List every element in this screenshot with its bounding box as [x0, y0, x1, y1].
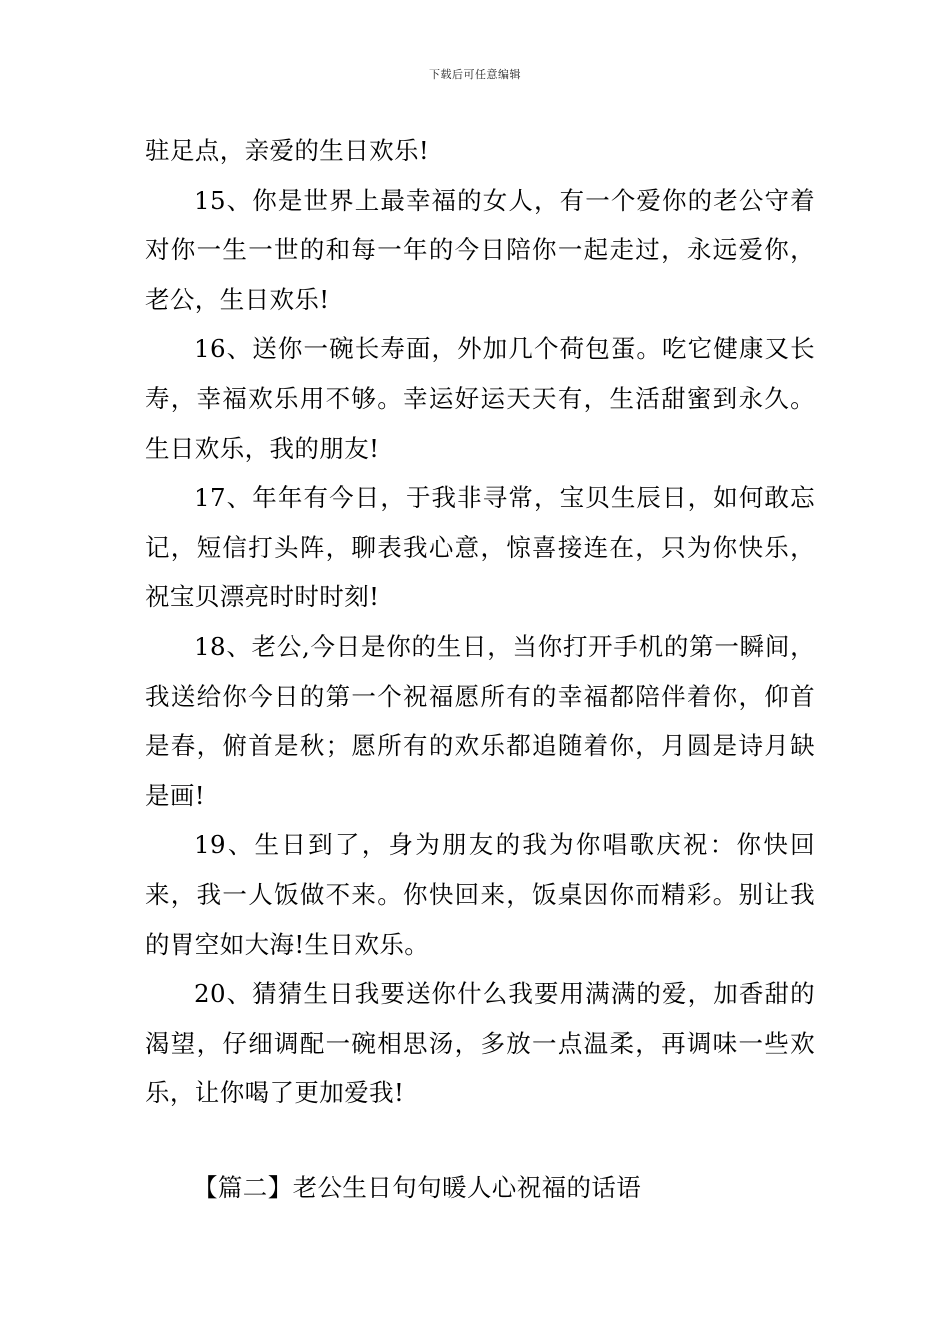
paragraph-item-17: 17、年年有今日，于我非寻常，宝贝生辰日，如何敢忘记，短信打头阵，聊表我心意，惊喜接连在，只为你快乐，祝宝贝漂亮时时时刻!: [145, 483, 815, 612]
paragraph-item-16: 16、送你一碗长寿面，外加几个荷包蛋。吃它健康又长寿，幸福欢乐用不够。幸运好运天天有，生活甜蜜到永久。生日欢乐，我的朋友!: [145, 334, 815, 463]
paragraph-item-19: 19、生日到了，身为朋友的我为你唱歌庆祝：你快回来，我一人饭做不来。你快回来，饭桌因你而精彩。别让我的胃空如大海!生日欢乐。: [145, 830, 815, 959]
paragraph-item-18: 18、老公,今日是你的生日，当你打开手机的第一瞬间，我送给你今日的第一个祝福愿所有的幸福都陪伴着你，仰首是春，俯首是秋；愿所有的欢乐都追随着你，月圆是诗月缺是画!: [145, 631, 815, 810]
document-body: [145, 126, 815, 1212]
paragraph-item-20: 20、猜猜生日我要送你什么我要用满满的爱，加香甜的渴望，仔细调配一碗相思汤，多放一点温柔，再调味一些欢乐，让你喝了更加爱我!: [145, 979, 815, 1108]
page-header-note: 下载后可任意编辑: [429, 68, 521, 81]
paragraph-item-15: 15、你是世界上最幸福的女人，有一个爱你的老公守着对你一生一世的和每一年的今日陪你一起走过，永远爱你，老公，生日欢乐!: [145, 185, 815, 314]
section-heading: 【篇二】老公生日句句暖人心祝福的话语: [193, 1172, 642, 1202]
paragraph-continuation: 驻足点，亲爱的生日欢乐!: [145, 136, 430, 165]
